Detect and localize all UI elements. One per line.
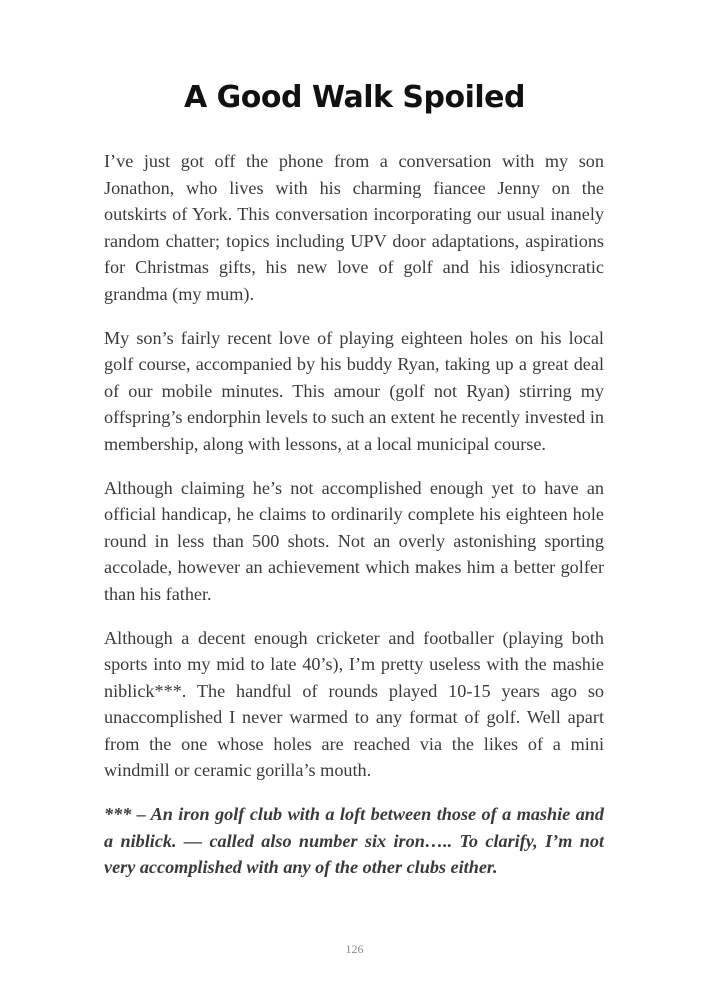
- footnote: *** – An iron golf club with a loft between those of a mashie and a niblick. — called also number six iron….. To clarify, I’m not very accomplished with any of the other clubs either.: [104, 804, 604, 878]
- paragraph: I’ve just got off the phone from a conversation with my son Jonathon, who lives with his charming fiancee Jenny on the outskirts of York. This conversation incorporating our usual inanely random chatter; topics including UPV door adaptations, aspirations for Christmas gifts, his new love of golf and his idiosyncratic grandma (my mum).: [104, 151, 604, 304]
- chapter-title: A Good Walk Spoiled: [184, 80, 525, 115]
- chapter-body: [104, 148, 604, 898]
- paragraph: Although claiming he’s not accomplished enough yet to have an official handicap, he claims to ordinarily complete his eighteen hole round in less than 500 shots. Not an overly astonishing sporting accolade, however an achievement which makes him a better golfer than his father.: [104, 477, 604, 604]
- paragraph: Although a decent enough cricketer and footballer (playing both sports into my mid to late 40’s), I’m pretty useless with the mashie niblick***. The handful of rounds played 10-15 years ago so unaccomplished I never warmed to any format of golf. Well apart from the one whose holes are reached via the likes of a mini windmill or ceramic gorilla’s mouth.: [104, 627, 604, 781]
- page-number: 126: [345, 942, 364, 956]
- paragraph: My son’s fairly recent love of playing eighteen holes on his local golf course, accompanied by his buddy Ryan, taking up a great deal of our mobile minutes. This amour (golf not Ryan) stirring my offspring’s endorphin levels to such an extent he recently invested in membership, along with lessons, at a local municipal course.: [104, 327, 604, 454]
